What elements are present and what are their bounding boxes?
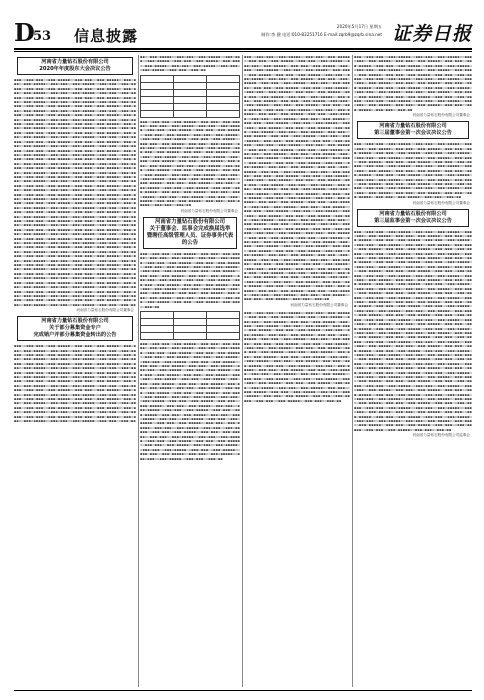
masthead — [14, 18, 472, 48]
column-1 — [14, 55, 136, 687]
heading-line: 关于董事会、监事会完成换届选举 — [149, 225, 231, 232]
signature: 河南省力量钻石股份有限公司董事会 — [412, 113, 470, 118]
section-title: 信息披露 — [74, 27, 139, 45]
heading-line: 河南省力量钻石股份有限公司 — [379, 210, 447, 217]
column-rule — [352, 55, 353, 687]
masthead-rule — [14, 48, 472, 50]
date-line: 2020年5月17日 星期五 — [336, 24, 382, 29]
heading-line: 河南省力量钻石股份有限公司 — [154, 218, 226, 225]
heading-line: 第三届监事会第一次会议决议公告 — [374, 217, 452, 224]
column-2 — [140, 55, 240, 687]
heading-line: 完成销户并部分募集资金转出的公告 — [33, 332, 117, 339]
announcement-heading-4 — [357, 209, 469, 227]
heading-line: 暨聘任高级管理人员、证券事务代表的公告 — [146, 232, 234, 246]
body-text: ▪▪▪▫▫▪▪▪▫▪▪▪▫▫▪▪▪▫▪▪▪▪▪▫▫▪▪▪▫▪▪▪▫▫▪▪▪▫▪▪▪▪▪▫▫▪▪▪▫▪▪▪▫▫▪▪▪▫▪▪▪▪▪▫▫▪▪▪▫▪▪▪▫▫▪▪▪▫▪▪▪▪▪▫▫▪▪▪▫▪▪▪▫▫▪▪▪▫▪▪▪▪▪▫▫▪▪▪▫▪▪▪▫▫▪▪▪▫▪▪▪▪▪▫▫▪▪▪▫▪▪▪▫▫▪▪▪▫▪▪▪▪▪▫▫▪▪▪▫▪▪▪▫▫▪▪▪▫▪▪▪▪▪▫▫▪▪▪▫▪▪▪▫▫▪▪▪▫▪▪▪▪▪▫▫▪▪▪▫▪▪▪▫▫▪▪▪▫▪▪▪▪▪▫▫▪▪▪▫▪▪▪▫▫▪▪▪▫▪▪▪▪▪▫▫▪▪▪▫▪▪▪▫▫▪▪▪▫▪▪▪▪▪▫▫▪▪▪▫▪▪▪▫▫▪▪▪▫▪▪▪▪▪▫▫▪▪▪▫▪▪▪▫▫▪▪▪▫▪▪▪▪▪▫▫▪▪▪▫▪▪▪▫▫▪▪▪▫▪▪▪▪▪▫▫▪▪▪▫▪▪▪▫▫▪▪▪▫▪▪▪▪▪▫▫▪▪▪▫▪▪▪▫▫▪▪▪▫▪▪▪▪▪▫▫▪▪▪▫▪▪▪▫▫▪▪▪▫▪▪▪▪▪▫▫▪▪▪▫▪▪▪▫▫▪▪▪▫▪▪▪▪▪▫▫▪▪▪▫▪▪▪▫▫▪▪▪▫▪▪▪▪▪▫▫▪▪▪▫▪▪▪▫▫▪▪▪▫▪▪▪▪▪▫▫▪▪▪▫▪▪▪▫▫▪▪▪▫▪▪▪▪▪▫▫▪▪▪▫▪▪▪▫▫▪▪▪▫▪▪▪▪▪▫▫▪▪▪▫▪▪▪▫▫▪▪▪▫▪▪▪▪▪▫▫▪▪▪▫▪▪▪▫▫▪▪▪▫▪▪▪▪▪▫▫▪▪▪▫▪▪▪▫▫▪▪▪▫▪▪▪▪▪▫▫▪▪▪▫▪▪▪▫▫▪▪▪▫▪▪▪▪▪▫▫▪▪▪▫▪▪▪▫▫▪▪▪▫▪▪▪▪▪▫▫▪▪▪▫▪▪▪▫▫▪▪▪▫▪▪▪▪▪▫▫▪▪▪▫▪▪▪▫▫▪▪▪▫▪▪▪▪▪▫▫▪▪▪▫▪▪▪▫▫▪▪▪▫▪▪▪▪▪▫▫▪▪▪▫▪▪▪▫▫▪▪▪▫▪▪▪▪▪▫▫▪▪▪▫▪▪▪▫▫▪▪▪▫▪▪▪▪▪▫▫▪▪▪▫▪▪▪▫▫▪▪▪▫▪▪▪▪▪▫▫▪▪▪▫▪▪▪▫▫▪▪▪▫▪▪▪▪▪▫▫▪▪▪▫▪▪▪▫▫▪▪▪▫▪▪▪▪▪▫▫▪▪▪▫▪▪▪▫▫▪▪▪▫▪▪▪▪▪▫▫▪▪▪▫▪▪▪▫▫▪▪▪▫▪▪▪▪▪▫▫▪▪▪▫▪▪▪▫▫▪▪▪▫▪▪▪▪▪▫▫▪▪▪▫▪▪▪▫▫▪▪▪▫▪▪▪▪▪▫▫▪▪▪▫▪▪▪▫▫▪▪▪▫▪▪▪▪▪▫▫▪▪▪▫▪▪▪▫▫▪▪▪▫▪▪▪▪▪▫▫▪▪▪▫▪▪▪▫▫▪▪▪▫▪▪▪▪▪▫▫▪▪▪▫▪▪▪▫▫▪▪▪▫▪▪▪▪▪▫▫▪▪▪▫▪▪▪▫▫▪▪▪▫▪▪▪▪▪▫▫▪▪▪▫▪▪▪▫▫▪▪▪▫▪▪▪▪▪▫▫▪▪▪▫▪▪▪▫▫▪▪▪▫▪▪▪▪▪▫▫▪▪▪▫▪▪▪▫▫▪▪▪▫▪▪▪▪▪▫▫▪▪▪▫▪▪▪▫▫▪▪▪▫▪▪▪▪▪▫▫▪▪▪▫▪▪▪▫▫▪▪▪▫▪▪▪▪▪▫▫▪▪▪▫▪▪▪▫▫▪▪▪▫▪▪▪▪▪▫▫▪▪▪▫▪▪▪▫▫▪▪▪▫▪▪▪▪▪▫▫▪▪▪▫▪▪▪▫▫▪▪▪▫▪▪▪▪▪▫▫▪▪▪▫▪▪▪▫▫▪▪▪▫▪▪▪▪▪▫▫▪▪▪▫▪▪▪▫▫▪▪▪▫▪▪▪▪▪▫▫▪▪▪▫▪▪▪▫▫▪▪▪▫▪▪▪▪▪▫▫▪▪▪▫▪▪▪▫▫▪▪▪▫▪▪▪▪▪▫▫▪▪▪▫▪▪▪▫▫▪▪▪▫▪▪▪▪▪▫▫▪▪▪▫▪▪▪▫▫▪▪▪▫▪▪▪▪▪▫▫▪▪▪▫▪▪▪▫▫▪▪▪▫▪▪▪▪▪▫▫▪▪▪▫▪▪▪▫▫▪▪▪▫▪▪▪▪▪▫▫▪▪▪▫▪▪▪▫▫▪▪▪▫▪▪▪▪▪▫▫▪▪▪▫▪▪▪▫▫▪▪▪▫▪▪▪▪▪▫▫▪▪▪▫▪▪▪▫▫▪▪▪▫▪▪▪▪▪▫▫▪▪▪▫▪▪▪▫▫▪▪▪▫▪▪▪▪▪▫▫▪▪▪▫▪▪▪▫▫▪▪▪▫▪▪▪▪▪▫▫▪▪▪▫▪▪▪▫▫▪▪▪▫▪▪▪▪▪▫▫▪▪▪▫▪▪▪▫▫▪▪▪▫▪▪▪▪▪▫▫▪▪▪▫▪▪▪▫▫▪▪▪▫▪▪▪▪▪▫▫▪▪▪▫▪▪▪▫▫▪▪▪▫▪▪▪▪▪▫▫▪▪▪▫▪▪▪▫▫▪▪▪▫▪▪▪▪▪▫▫▪▪▪▫▪▪▪▫▫▪▪▪▫▪▪▪▪▪▫▫▪▪▪▫▪▪▪▫▫▪▪▪▫▪▪▪▪▪▫▫▪▪▪▫▪▪▪▫▫▪▪▪▫▪▪▪▪▪▫▫▪▪▪▫▪▪▪▫▫▪▪▪▫▪▪▪▪▪▫▫▪▪▪▫▪▪▪▫▫▪▪▪▫▪▪▪▪▪▫▫▪▪▪▫▪▪▪▫▫▪▪▪▫▪▪▪▪▪▫▫▪▪▪▫▪▪▪▫▫▪▪▪▫▪▪▪▪▪▫▫▪▪▪▫▪▪▪▫▫▪▪▪▫▪▪▪▪▪▫▫▪▪▪▫▪▪▪▫▫▪▪▪▫▪▪▪▪▪▫▫▪▪▪▫▪▪▪▫▫▪▪▪▫▪▪▪▪▪▫▫▪▪▪▫▪▪▪▫▫▪▪▪▫▪▪▪▪▪▫▫▪▪▪▫▪▪▪▫▫▪▪▪▫▪▪▪▪▪▫▫▪▪▪▫▪▪▪▫▫▪▪▪▫▪▪▪▪▪▫▫▪▪▪▫▪▪▪▫▫▪▪▪▫▪▪▪▪▪▫▫▪▪▪▫▪▪▪▫▫▪▪▪▫▪▪▪▪▪▫▫▪▪▪▫▪▪▪▫▫▪▪▪▫▪▪▪▪▪▫▫▪▪▪▫▪▪▪▫▫▪▪▪▫▪▪▪▪▪▫▫▪▪▪▫▪▪▪▫▫▪▪▪▫▪▪▪▪▪▫▫▪▪▪▫▪▪▪▫▫▪▪▪▫▪▪▪▪▪▫▫▪▪▪▫▪▪▪▫▫▪▪▪▫▪▪▪▪▪▫▫▪▪▪▫▪▪▪▫▫▪▪▪▫▪▪▪▪▪▫▫▪▪▪▫▪▪▪▫▫▪▪▪▫▪▪▪▪▪▫▫▪▪▪▫▪▪▪▫▫▪▪▪▫▪▪▪▪▪▫▫▪▪▪▫▪▪▪▫▫▪▪▪▫▪▪▪▪▪▫▫▪▪▪▫▪▪▪▫▫▪▪▪▫▪▪▪▪▪▫▫▪▪▪▫▪▪▪▫▫▪▪▪▫▪▪▪▪▪▫▫▪▪▪▫▪▪▪▫▫▪▪▪▫▪▪▪▪▪▫▫▪▪▪▫▪▪▪▫▫▪▪▪▫▪▪▪▪▪▫▫▪▪▪▫▪▪▪▫▫▪▪▪▫▪▪▪▪▪▫▫▪▪▪▫▪▪▪▫▫▪▪▪▫▪▪▪▪▪▫▫▪▪▪▫▪▪▪▫▫▪▪▪▫▪▪▪▪▪▫▫▪▪▪▫▪▪▪▫▫▪▪▪▫▪▪▪▪▪▫▫▪▪▪▫▪▪▪▫▫▪▪▪▫▪▪▪▪▪▫▫▪▪▪▫▪▪▪▫▫▪▪▪▫▪▪▪▪▪▫▫▪▪▪▫▪▪▪▫▫▪▪▪▫▪▪▪▪▪▫▫▪▪▪▫▪▪▪▫▫▪▪▪▫▪▪▪▪▪▫▫▪▪▪▫▪▪▪▫▫▪▪▪▫▪▪▪▪▪▫▫▪▪▪▫▪▪▪▫▫▪▪▪▫▪▪▪▪▪▫▫▪▪▪▫▪▪▪▫▫▪▪▪▫▪▪▪▪▪▫▫▪▪▪▫▪▪▪▫▫▪▪▪▫▪▪▪▪▪▫▫▪▪▪▫▪▪▪▫▫▪▪▪▫▪▪▪▪▪▫▫▪▪▪▫▪▪▪▫▫▪▪▪▫▪▪▪▪▪▫▫▪▪▪▫▪▪▪▫▫▪▪▪▫▪▪▪▪▪▫▫▪▪▪▫▪▪▪▫▫▪▪▪▫▪▪▪▪▪▫▫▪▪▪▫▪▪▪▫▫▪▪▪▫▪▪▪▪▪▫▫▪▪▪▫▪▪▪▫▫▪▪▪▫▪▪▪▪▪▫▫▪▪▪▫▪▪▪▫▫▪▪▪▫▪▪▪▪▪▫▫▪▪▪▫▪▪▪▫▫▪▪▪▫▪▪▪▪▪▫▫▪▪▪▫▪▪▪▫▫▪▪▪▫▪▪▪▪▪▫▫▪▪▪▫▪▪▪▫▫▪▪▪▫▪▪▪▪▪▫▫▪▪▪▫▪▪▪▫▫▪▪▪▫▪▪▪▪▪▫▫▪▪▪▫▪▪▪▫▫▪▪▪▫▪▪▪▪▪▫▫▪▪▪▫▪▪▪▫▫▪▪▪▫▪▪▪▪▪▫▫▪▪▪▫▪▪▪▫▫▪▪▪▫▪▪▪▪▪▫▫▪▪▪▫▪▪▪▫▫▪▪▪▫▪▪▪▪▪▫▫▪▪▪▫▪▪▪▫▫▪▪▪▫▪▪▪▪▪▫▫▪▪▪▫▪▪▪▫▫▪▪▪▫▪▪▪▪▪▫▫▪▪▪▫▪▪▪▫▫▪▪▪▫▪▪▪▪▪▫▫▪▪▪▫▪▪▪▫▫▪▪▪▫▪▪ — [14, 78, 136, 307]
heading-line: 第三届董事会第一次会议决议公告 — [374, 130, 452, 137]
announcement-heading-3 — [357, 121, 469, 139]
announcement-heading-2 — [143, 217, 237, 249]
heading-line: 河南省力量钻石股份有限公司 — [41, 318, 109, 325]
signature: 河南省力量钻石股份有限公司董事会 — [290, 302, 348, 307]
body-text: ▪▪▪▫▫▪▪▪▫▪▪▪▫▫▪▪▪▫▪▪▪▪▪▫▫▪▪▪▫▪▪▪▫▫▪▪▪▫▪▪▪▪▪▫▫▪▪▪▫▪▪▪▫▫▪▪▪▫▪▪▪▪▪▫▫▪▪▪▫▪▪▪▫▫▪▪▪▫▪▪▪▪▪▫▫▪▪▪▫▪▪▪▫▫▪▪▪▫▪▪▪▪▪▫▫▪▪▪▫▪▪▪▫▫▪▪▪▫▪▪▪▪▪▫▫▪▪▪▫▪▪▪▫▫▪▪▪▫▪▪▪▪▪▫▫▪▪▪▫▪▪▪▫▫▪▪▪▫▪▪▪▪▪▫▫▪▪▪▫▪▪▪▫▫▪▪▪▫▪▪▪▪▪▫▫▪▪▪▫▪▪▪▫▫▪▪▪▫▪▪▪▪▪▫▫▪▪▪▫▪▪▪▫▫▪▪▪▫▪▪▪▪▪▫▫▪▪▪▫▪▪▪▫▫▪▪▪▫▪▪▪▪▪▫▫▪▪▪▫▪▪▪▫▫▪▪▪▫▪▪▪▪▪▫▫▪▪▪▫▪▪▪▫▫▪▪▪▫▪▪▪▪▪▫▫▪▪▪▫▪▪▪▫▫▪▪▪▫▪▪▪▪▪▫▫▪▪▪▫▪▪▪▫▫▪▪▪▫▪▪▪▪▪▫▫▪▪▪▫▪▪▪▫▫▪▪▪▫▪▪▪▪▪▫▫▪▪▪▫▪▪▪▫▫▪▪▪▫▪▪▪▪▪▫▫▪▪▪▫▪▪▪▫▫▪▪▪▫▪▪▪▪▪▫▫▪▪▪▫▪▪▪▫▫▪▪▪▫▪▪▪▪▪▫▫▪▪▪▫▪▪▪▫▫▪▪▪▫▪▪▪▪▪▫▫▪▪▪▫▪▪▪▫▫▪▪▪▫▪▪▪▪▪▫▫▪▪▪▫▪▪▪▫▫▪▪▪▫▪▪▪▪▪▫▫▪▪▪▫▪▪▪▫▫▪▪▪▫▪▪▪▪▪▫▫▪▪▪▫▪▪▪▫▫▪▪▪▫▪▪▪▪▪▫▫▪▪▪▫▪▪▪▫▫▪▪▪▫▪▪▪▪▪▫▫▪▪▪▫▪▪▪▫▫▪▪▪▫▪▪▪▪▪▫▫▪▪▪▫▪▪▪▫▫▪▪▪▫▪▪▪▪▪▫▫▪▪▪▫▪▪▪▫▫▪▪▪▫▪▪▪▪▪▫▫▪▪▪▫▪▪▪▫▫▪▪▪▫▪▪▪▪▪▫▫▪▪▪▫▪▪▪▫▫▪▪▪▫▪▪▪▪▪▫▫▪▪▪▫▪▪▪▫▫▪▪▪▫▪▪▪▪▪▫▫▪▪▪▫▪▪▪▫▫▪▪▪▫▪▪▪▪▪▫▫▪▪▪▫▪▪▪▫▫▪▪▪▫▪▪▪▪▪▫▫▪▪▪▫▪▪▪▫▫▪▪▪▫▪▪▪▪▪▫▫▪▪▪▫▪▪▪▫▫▪▪▪▫▪▪▪▪▪▫▫▪▪▪▫▪▪▪▫▫▪▪▪▫▪▪▪▪▪▫▫▪▪▪▫▪▪▪▫▫▪▪▪▫▪▪▪▪▪▫▫▪▪▪▫▪▪▪▫▫▪▪▪▫▪▪▪▪▪▫▫▪▪▪▫▪▪▪▫▫▪▪▪▫▪▪▪▪▪▫▫▪▪▪▫▪▪▪▫▫▪▪▪▫▪▪▪▪▪▫▫▪▪▪▫▪▪▪▫▫▪▪▪▫▪▪▪▪▪▫▫▪▪▪▫▪▪▪▫▫▪▪▪▫▪▪▪▪▪▫▫▪▪▪▫▪▪▪▫▫▪▪▪▫▪▪▪▪▪▫▫▪▪▪▫▪▪▪▫▫▪▪▪▫▪▪▪▪▪▫▫▪▪▪▫▪▪▪▫▫▪▪▪▫▪▪▪▪▪▫▫▪▪▪▫▪▪▪▫▫▪▪▪▫▪▪▪▪▪▫▫▪▪▪▫▪▪▪▫▫▪▪▪▫▪▪▪▪▪▫▫▪▪▪▫▪▪▪▫▫▪▪▪▫▪▪▪▪▪▫▫▪▪▪▫▪▪▪▫▫▪▪▪▫▪▪▪▪▪▫▫▪▪▪▫▪▪▪▫▫▪▪▪▫▪▪▪▪▪▫▫▪▪▪▫▪▪▪▫▫▪▪▪▫▪▪▪▪▪▫▫▪▪▪▫▪▪▪▫▫▪▪▪▫▪▪▪▪▪▫▫▪▪▪▫▪▪▪▫▫▪▪▪▫▪▪▪▪▪▫▫▪▪▪▫▪▪▪▫▫▪▪▪▫▪▪ — [140, 342, 240, 461]
masthead-rule-thin — [14, 51, 472, 52]
heading-line: 河南省力量钻石股份有限公司 — [41, 59, 109, 65]
body-text: ▪▪▫▫▪▪▪▫▪▪▪▪▪▫▫▪▪▪▫▪▪▪▫▫▪▪▪▫▪▪▪▪▪▫▫▪▪▪▫▪▪▪▫▫▪▪▪▫▪▪▪▪▪▫▫▪▪▪▫▪▪▪▫▫▪▪▪▫▪▪▪▪▪▫▫▪▪▪▫▪▪▪▫▫▪▪▪▫▪▪▪▪▪▫▫▪▪▪▫▪▪▪▫▫▪▪▪▫▪▪▪▪▪▫▫▪▪▪▫▪▪▪▫▫▪▪▪▫▪▪▪▪▪▫▫▪▪▪▫▪▪▪▫▫▪▪▪▫▪▪ — [140, 55, 240, 73]
data-table — [140, 311, 240, 340]
body-text: ▪▪▪▫▫▪▪▪▫▪▪▪▫▫▪▪▪▫▪▪▪▪▪▫▫▪▪▪▫▪▪▪▫▫▪▪▪▫▪▪▪▪▪▫▫▪▪▪▫▪▪▪▫▫▪▪▪▫▪▪▪▪▪▫▫▪▪▪▫▪▪▪▫▫▪▪▪▫▪▪▪▪▪▫▫▪▪▪▫▪▪▪▫▫▪▪▪▫▪▪▪▪▪▫▫▪▪▪▫▪▪▪▫▫▪▪▪▫▪▪▪▪▪▫▫▪▪▪▫▪▪▪▫▫▪▪▪▫▪▪▪▪▪▫▫▪▪▪▫▪▪▪▫▫▪▪▪▫▪▪▪▪▪▫▫▪▪▪▫▪▪▪▫▫▪▪▪▫▪▪▪▪▪▫▫▪▪▪▫▪▪▪▫▫▪▪▪▫▪▪▪▪▪▫▫▪▪▪▫▪▪▪▫▫▪▪▪▫▪▪▪▪▪▫▫▪▪▪▫▪▪▪▫▫▪▪▪▫▪▪▪▪▪▫▫▪▪▪▫▪▪▪▫▫▪▪▪▫▪▪▪▪▪▫▫▪▪▪▫▪▪▪▫▫▪▪▪▫▪▪▪▪▪▫▫▪▪▪▫▪▪▪▫▫▪▪▪▫▪▪▪▪▪▫▫▪▪▪▫▪▪▪▫▫▪▪▪▫▪▪▪▪▪▫▫▪▪▪▫▪▪▪▫▫▪▪▪▫▪▪▪▪▪▫▫▪▪▪▫▪▪▪▫▫▪▪▪▫▪▪▪▪▪▫▫▪▪▪▫▪▪▪▫▫▪▪▪▫▪▪▪▪▪▫▫▪▪▪▫▪▪▪▫▫▪▪▪▫▪▪▪▪▪▫▫▪▪▪▫▪▪▪▫▫▪▪▪▫▪▪▪▪▪▫▫▪▪▪▫▪▪▪▫▫▪▪▪▫▪▪▪▪▪▫▫▪▪▪▫▪▪▪▫▫▪▪▪▫▪▪▪▪▪▫▫▪▪▪▫▪▪▪▫▫▪▪▪▫▪▪▪▪▪▫▫▪▪▪▫▪▪▪▫▫▪▪▪▫▪▪▪▪▪▫▫▪▪▪▫▪▪▪▫▫▪▪▪▫▪▪▪▪▪▫▫▪▪▪▫▪▪▪▫▫▪▪▪▫▪▪▪▪▪▫▫▪▪▪▫▪▪▪▫▫▪▪▪▫▪▪▪▪▪▫▫▪▪▪▫▪▪▪▫▫▪▪▪▫▪▪▪▪▪▫▫▪▪▪▫▪▪▪▫▫▪▪▪▫▪▪▪▪▪▫▫▪▪▪▫▪▪▪▫▫▪▪▪▫▪▪▪▪▪▫▫▪▪▪▫▪▪▪▫▫▪▪▪▫▪▪▪▪▪▫▫▪▪▪▫▪▪▪▫▫▪▪▪▫▪▪▪▪▪▫▫▪▪▪▫▪▪▪▫▫▪▪▪▫▪▪▪▪▪▫▫▪▪▪▫▪▪▪▫▫▪▪▪▫▪▪▪▪▪▫▫▪▪▪▫▪▪▪▫▫▪▪▪▫▪▪▪▪▪▫▫▪▪▪▫▪▪▪▫▫▪▪▪▫▪▪▪▪▪▫▫▪▪▪▫▪▪▪▫▫▪▪▪▫▪▪▪▪▪▫▫▪▪▪▫▪▪▪▫▫▪▪▪▫▪▪▪▪▪▫▫▪▪▪▫▪▪▪▫▫▪▪▪▫▪▪▪▪▪▫▫▪▪▪▫▪▪▪▫▫▪▪▪▫▪▪▪▪▪▫▫▪▪▪▫▪▪▪▫▫▪▪▪▫▪▪▪▪▪▫▫▪▪▪▫▪▪▪▫▫▪▪▪▫▪▪▪▪▪▫▫▪▪▪▫▪▪▪▫▫▪▪▪▫▪▪▪▪▪▫▫▪▪▪▫▪▪▪▫▫▪▪▪▫▪▪▪▪▪▫▫▪▪▪▫▪▪▪▫▫▪▪▪▫▪▪▪▪▪▫▫▪▪▪▫▪▪▪▫▫▪▪▪▫▪▪▪▪▪▫▫▪▪▪▫▪▪▪▫▫▪▪▪▫▪▪▪▪▪▫▫▪▪▪▫▪▪▪▫▫▪▪▪▫▪▪▪▪▪▫▫▪▪▪▫▪▪▪▫▫▪▪▪▫▪▪▪▪▪▫▫▪▪▪▫▪▪▪▫▫▪▪▪▫▪▪▪▪▪▫▫▪▪▪▫▪▪▪▫▫▪▪▪▫▪▪▪▪▪▫▫▪▪▪▫▪▪▪▫▫▪▪▪▫▪▪▪▪▪▫▫▪▪▪▫▪▪▪▫▫▪▪▪▫▪▪▪▪▪▫▫▪▪▪▫▪▪▪▫▫▪▪▪▫▪▪▪▪▪▫▫▪▪▪▫▪▪▪▫▫▪▪▪▫▪▪▪▪▪▫▫▪▪▪▫▪▪▪▫▫▪▪▪▫▪▪▪▪▪▫▫▪▪▪▫▪▪▪▫▫▪▪▪▫▪▪▪▪▪▫▫▪▪▪▫▪▪▪▫▫▪▪▪▫▪▪▪▪▪▫▫▪▪▪▫▪▪▪▫▫▪▪▪▫▪▪▪▪▪▫▫▪▪▪▫▪▪▪▫▫▪▪▪▫▪▪▪▪▪▫▫▪▪▪▫▪▪▪▫▫▪▪▪▫▪▪▪▪▪▫▫▪▪▪▫▪▪▪▫▫▪▪▪▫▪▪▪▪▪▫▫▪▪▪▫▪▪▪▫▫▪▪▪▫▪▪▪▪▪▫▫▪▪▪▫▪▪▪▫▫▪▪▪▫▪▪▪▪▪▫▫▪▪▪▫▪▪▪▫▫▪▪▪▫▪▪▪▪▪▫▫▪▪▪▫▪▪▪▫▫▪▪▪▫▪▪▪▪▪▫▫▪▪▪▫▪▪▪▫▫▪▪▪▫▪▪▪▪▪▫▫▪▪▪▫▪▪▪▫▫▪▪▪▫▪▪▪▪▪▫▫▪▪▪▫▪▪▪▫▫▪▪▪▫▪▪▪▪▪▫▫▪▪▪▫▪▪▪▫▫▪▪▪▫▪▪▪▪▪▫▫▪▪▪▫▪▪▪▫▫▪▪▪▫▪▪▪▪▪▫▫▪▪▪▫▪▪▪▫▫▪▪▪▫▪▪▪▪▪▫▫▪▪▪▫▪▪▪▫▫▪▪▪▫▪▪▪▪▪▫▫▪▪▪▫▪▪▪▫▫▪▪▪▫▪▪▪▪▪▫▫▪▪▪▫▪▪▪▫▫▪▪▪▫▪▪▪▪▪▫▫▪▪▪▫▪▪▪▫▫▪▪▪▫▪▪▪▪▪▫▫▪▪▪▫▪▪▪▫▫▪▪▪▫▪▪▪▪▪▫▫▪▪▪▫▪▪▪▫▫▪▪▪▫▪▪▪▪▪▫▫▪▪▪▫▪▪▪▫▫▪▪▪▫▪▪▪▪▪▫▫▪▪▪▫▪▪▪▫▫▪▪▪▫▪▪▪▪▪▫▫▪▪▪▫▪▪▪▫▫▪▪▪▫▪▪▪▪▪▫▫▪▪▪▫▪▪▪▫▫▪▪▪▫▪▪▪▪▪▫▫▪▪▪▫▪▪▪▫▫▪▪▪▫▪▪▪▪▪▫▫▪▪▪▫▪▪▪▫▫▪▪▪▫▪▪▪▪▪▫▫▪▪▪▫▪▪▪▫▫▪▪▪▫▪▪▪▪▪▫▫▪▪▪▫▪▪▪▫▫▪▪▪▫▪▪▪▪▪▫▫▪▪▪▫▪▪▪▫▫▪▪▪▫▪▪▪▪▪▫▫▪▪▪▫▪▪▪▫▫▪▪▪▫▪▪▪▪▪▫▫▪▪▪▫▪▪▪▫▫▪▪▪▫▪▪▪▪▪▫▫▪▪▪▫▪▪▪▫▫▪▪▪▫▪▪▪▪▪▫▫▪▪▪▫▪▪▪▫▫▪▪▪▫▪▪▪▪▪▫▫▪▪▪▫▪▪▪▫▫▪▪▪▫▪▪▪▪▪▫▫▪▪▪▫▪▪▪▫▫▪▪▪▫▪▪▪▪▪▫▫▪▪▪▫▪▪▪▫▫▪▪▪▫▪▪▪▪▪▫▫▪▪▪▫▪▪▪▫▫▪▪▪▫▪▪▪▪▪▫▫▪▪▪▫▪▪▪▫▫▪▪▪▫▪▪▪▪▪▫▫▪▪▪▫▪▪▪▫▫▪▪▪▫▪▪▪▪▪▫▫▪▪▪▫▪▪▪▫▫▪▪▪▫▪▪▪▪▪▫▫▪▪▪▫▪▪▪▫▫▪▪▪▫▪▪▪▪▪▫▫▪▪▪▫▪▪▪▫▫▪▪▪▫▪▪▪▪▪▫▫▪▪▪▫▪▪▪▫▫▪▪▪▫▪▪▪▪▪▫▫▪▪▪▫▪▪▪▫▫▪▪▪▫▪▪▪▪▪▫▫▪▪▪▫▪▪▪▫▫▪▪▪▫▪▪▪▪▪▫▫▪▪▪▫▪▪▪▫▫▪▪▪▫▪▪▪▪▪▫▫▪▪▪▫▪▪▪▫▫▪▪▪▫▪▪▪▪▪▫▫▪▪▪▫▪▪▪▫▫▪▪▪▫▪▪▪▪▪▫▫▪▪▪▫▪▪▪▫▫▪▪▪▫▪▪▪▪▪▫▫▪▪▪▫▪▪▪▫▫▪▪▪▫▪▪▪▪▪▫▫▪▪▪▫▪▪▪▫▫▪▪▪▫▪▪ — [354, 229, 472, 432]
body-text: ▪▪▪▫▫▪▪▪▫▪▪▪▫▫▪▪▪▫▪▪▪▪▪▫▫▪▪▪▫▪▪▪▫▫▪▪▪▫▪▪▪▪▪▫▫▪▪▪▫▪▪▪▫▫▪▪▪▫▪▪▪▪▪▫▫▪▪▪▫▪▪▪▫▫▪▪▪▫▪▪▪▪▪▫▫▪▪▪▫▪▪▪▫▫▪▪▪▫▪▪▪▪▪▫▫▪▪▪▫▪▪▪▫▫▪▪▪▫▪▪▪▪▪▫▫▪▪▪▫▪▪▪▫▫▪▪▪▫▪▪▪▪▪▫▫▪▪▪▫▪▪▪▫▫▪▪▪▫▪▪▪▪▪▫▫▪▪▪▫▪▪▪▫▫▪▪▪▫▪▪▪▪▪▫▫▪▪▪▫▪▪▪▫▫▪▪▪▫▪▪▪▪▪▫▫▪▪▪▫▪▪▪▫▫▪▪▪▫▪▪▪▪▪▫▫▪▪▪▫▪▪▪▫▫▪▪▪▫▪▪▪▪▪▫▫▪▪▪▫▪▪▪▫▫▪▪▪▫▪▪▪▪▪▫▫▪▪▪▫▪▪▪▫▫▪▪▪▫▪▪▪▪▪▫▫▪▪▪▫▪▪▪▫▫▪▪▪▫▪▪▪▪▪▫▫▪▪▪▫▪▪▪▫▫▪▪▪▫▪▪▪▪▪▫▫▪▪▪▫▪▪▪▫▫▪▪▪▫▪▪▪▪▪▫▫▪▪▪▫▪▪▪▫▫▪▪▪▫▪▪▪▪▪▫▫▪▪▪▫▪▪▪▫▫▪▪▪▫▪▪▪▪▪▫▫▪▪▪▫▪▪▪▫▫▪▪▪▫▪▪▪▪▪▫▫▪▪▪▫▪▪▪▫▫▪▪▪▫▪▪▪▪▪▫▫▪▪▪▫▪▪▪▫▫▪▪▪▫▪▪▪▪▪▫▫▪▪▪▫▪▪▪▫▫▪▪▪▫▪▪▪▪▪▫▫▪▪▪▫▪▪▪▫▫▪▪▪▫▪▪▪▪▪▫▫▪▪▪▫▪▪▪▫▫▪▪▪▫▪▪▪▪▪▫▫▪▪▪▫▪▪▪▫▫▪▪▪▫▪▪▪▪▪▫▫▪▪▪▫▪▪▪▫▫▪▪▪▫▪▪▪▪▪▫▫▪▪▪▫▪▪▪▫▫▪▪▪▫▪▪▪▪▪▫▫▪▪▪▫▪▪▪▫▫▪▪▪▫▪▪▪▪▪▫▫▪▪▪▫▪▪▪▫▫▪▪▪▫▪▪▪▪▪▫▫▪▪▪▫▪▪▪▫▫▪▪▪▫▪▪▪▪▪▫▫▪▪▪▫▪▪▪▫▫▪▪▪▫▪▪▪▪▪▫▫▪▪▪▫▪▪▪▫▫▪▪▪▫▪▪▪▪▪▫▫▪▪▪▫▪▪▪▫▫▪▪▪▫▪▪▪▪▪▫▫▪▪▪▫▪▪▪▫▫▪▪▪▫▪▪▪▪▪▫▫▪▪▪▫▪▪▪▫▫▪▪▪▫▪▪▪▪▪▫▫▪▪▪▫▪▪▪▫▫▪▪▪▫▪▪▪▪▪▫▫▪▪▪▫▪▪▪▫▫▪▪▪▫▪▪▪▪▪▫▫▪▪▪▫▪▪▪▫▫▪▪▪▫▪▪▪▪▪▫▫▪▪▪▫▪▪▪▫▫▪▪▪▫▪▪▪▪▪▫▫▪▪▪▫▪▪▪▫▫▪▪▪▫▪▪▪▪▪▫▫▪▪▪▫▪▪▪▫▫▪▪▪▫▪▪▪▪▪▫▫▪▪▪▫▪▪▪▫▫▪▪▪▫▪▪▪▪▪▫▫▪▪▪▫▪▪▪▫▫▪▪▪▫▪▪▪▪▪▫▫▪▪▪▫▪▪▪▫▫▪▪▪▫▪▪ — [244, 310, 350, 403]
column-4 — [354, 55, 472, 687]
body-text: ▪▪▪▫▫▪▪▪▫▪▪▪▫▫▪▪▪▫▪▪▪▪▪▫▫▪▪▪▫▪▪▪▫▫▪▪▪▫▪▪▪▪▪▫▫▪▪▪▫▪▪▪▫▫▪▪▪▫▪▪▪▪▪▫▫▪▪▪▫▪▪▪▫▫▪▪▪▫▪▪▪▪▪▫▫▪▪▪▫▪▪▪▫▫▪▪▪▫▪▪▪▪▪▫▫▪▪▪▫▪▪▪▫▫▪▪▪▫▪▪▪▪▪▫▫▪▪▪▫▪▪▪▫▫▪▪▪▫▪▪▪▪▪▫▫▪▪▪▫▪▪▪▫▫▪▪▪▫▪▪▪▪▪▫▫▪▪▪▫▪▪▪▫▫▪▪▪▫▪▪▪▪▪▫▫▪▪▪▫▪▪▪▫▫▪▪▪▫▪▪▪▪▪▫▫▪▪▪▫▪▪▪▫▫▪▪▪▫▪▪▪▪▪▫▫▪▪▪▫▪▪▪▫▫▪▪▪▫▪▪▪▪▪▫▫▪▪▪▫▪▪▪▫▫▪▪▪▫▪▪▪▪▪▫▫▪▪▪▫▪▪▪▫▫▪▪▪▫▪▪▪▪▪▫▫▪▪▪▫▪▪▪▫▫▪▪▪▫▪▪▪▪▪▫▫▪▪▪▫▪▪▪▫▫▪▪▪▫▪▪▪▪▪▫▫▪▪▪▫▪▪▪▫▫▪▪▪▫▪▪▪▪▪▫▫▪▪▪▫▪▪▪▫▫▪▪▪▫▪▪▪▪▪▫▫▪▪▪▫▪▪▪▫▫▪▪▪▫▪▪▪▪▪▫▫▪▪▪▫▪▪▪▫▫▪▪▪▫▪▪▪▪▪▫▫▪▪▪▫▪▪▪▫▫▪▪▪▫▪▪▪▪▪▫▫▪▪▪▫▪▪▪▫▫▪▪▪▫▪▪▪▪▪▫▫▪▪▪▫▪▪▪▫▫▪▪▪▫▪▪▪▪▪▫▫▪▪▪▫▪▪▪▫▫▪▪▪▫▪▪▪▪▪▫▫▪▪▪▫▪▪▪▫▫▪▪▪▫▪▪▪▪▪▫▫▪▪▪▫▪▪▪▫▫▪▪▪▫▪▪▪▪▪▫▫▪▪▪▫▪▪▪▫▫▪▪▪▫▪▪▪▪▪▫▫▪▪▪▫▪▪▪▫▫▪▪▪▫▪▪▪▪▪▫▫▪▪▪▫▪▪▪▫▫▪▪▪▫▪▪▪▪▪▫▫▪▪▪▫▪▪▪▫▫▪▪▪▫▪▪▪▪▪▫▫▪▪▪▫▪▪▪▫▫▪▪▪▫▪▪▪▪▪▫▫▪▪▪▫▪▪▪▫▫▪▪▪▫▪▪▪▪▪▫▫▪▪▪▫▪▪▪▫▫▪▪▪▫▪▪▪▪▪▫▫▪▪▪▫▪▪▪▫▫▪▪▪▫▪▪▪▪▪▫▫▪▪▪▫▪▪▪▫▫▪▪▪▫▪▪▪▪▪▫▫▪▪▪▫▪▪▪▫▫▪▪▪▫▪▪▪▪▪▫▫▪▪▪▫▪▪▪▫▫▪▪▪▫▪▪▪▪▪▫▫▪▪▪▫▪▪▪▫▫▪▪▪▫▪▪▪▪▪▫▫▪▪▪▫▪▪▪▫▫▪▪▪▫▪▪▪▪▪▫▫▪▪▪▫▪▪▪▫▫▪▪▪▫▪▪▪▪▪▫▫▪▪▪▫▪▪▪▫▫▪▪▪▫▪▪▪▪▪▫▫▪▪▪▫▪▪▪▫▫▪▪▪▫▪▪▪▪▪▫▫▪▪▪▫▪▪▪▫▫▪▪▪▫▪▪▪▪▪▫▫▪▪▪▫▪▪▪▫▫▪▪▪▫▪▪▪▪▪▫▫▪▪▪▫▪▪▪▫▫▪▪▪▫▪▪▪▪▪▫▫▪▪▪▫▪▪▪▫▫▪▪▪▫▪▪▪▪▪▫▫▪▪▪▫▪▪▪▫▫▪▪▪▫▪▪▪▪▪▫▫▪▪▪▫▪▪▪▫▫▪▪▪▫▪▪▪▪▪▫▫▪▪▪▫▪▪▪▫▫▪▪▪▫▪▪▪▪▪▫▫▪▪▪▫▪▪▪▫▫▪▪▪▫▪▪▪▪▪▫▫▪▪▪▫▪▪▪▫▫▪▪▪▫▪▪▪▪▪▫▫▪▪▪▫▪▪▪▫▫▪▪▪▫▪▪▪▪▪▫▫▪▪▪▫▪▪▪▫▫▪▪▪▫▪▪▪▪▪▫▫▪▪▪▫▪▪▪▫▫▪▪▪▫▪▪▪▪▪▫▫▪▪▪▫▪▪▪▫▫▪▪▪▫▪▪▪▪▪▫▫▪▪▪▫▪▪▪▫▫▪▪▪▫▪▪▪▪▪▫▫▪▪▪▫▪▪▪▫▫▪▪▪▫▪▪▪▪▪▫▫▪▪▪▫▪▪▪▫▫▪▪▪▫▪▪▪▪▪▫▫▪▪▪▫▪▪▪▫▫▪▪▪▫▪▪▪▪▪▫▫▪▪▪▫▪▪▪▫▫▪▪▪▫▪▪▪▪▪▫▫▪▪▪▫▪▪▪▫▫▪▪▪▫▪▪▪▪▪▫▫▪▪▪▫▪▪▪▫▫▪▪▪▫▪▪▪▪▪▫▫▪▪▪▫▪▪▪▫▫▪▪▪▫▪▪▪▪▪▫▫▪▪▪▫▪▪▪▫▫▪▪▪▫▪▪▪▪▪▫▫▪▪▪▫▪▪▪▫▫▪▪▪▫▪▪▪▪▪▫▫▪▪▪▫▪▪▪▫▫▪▪▪▫▪▪▪▪▪▫▫▪▪▪▫▪▪▪▫▫▪▪▪▫▪▪▪▪▪▫▫▪▪▪▫▪▪▪▫▫▪▪▪▫▪▪▪▪▪▫▫▪▪▪▫▪▪▪▫▫▪▪▪▫▪▪▪▪▪▫▫▪▪▪▫▪▪▪▫▫▪▪▪▫▪▪▪▪▪▫▫▪▪▪▫▪▪▪▫▫▪▪▪▫▪▪▪▪▪▫▫▪▪▪▫▪▪▪▫▫▪▪▪▫▪▪▪▪▪▫▫▪▪▪▫▪▪▪▫▫▪▪▪▫▪▪▪▪▪▫▫▪▪▪▫▪▪▪▫▫▪▪▪▫▪▪▪▪▪▫▫▪▪▪▫▪▪▪▫▫▪▪▪▫▪▪▪▪▪▫▫▪▪▪▫▪▪▪▫▫▪▪▪▫▪▪▪▪▪▫▫▪▪▪▫▪▪▪▫▫▪▪▪▫▪▪▪▪▪▫▫▪▪▪▫▪▪▪▫▫▪▪▪▫▪▪▪▪▪▫▫▪▪▪▫▪▪▪▫▫▪▪▪▫▪▪▪▪▪▫▫▪▪▪▫▪▪▪▫▫▪▪▪▫▪▪▪▪▪▫▫▪▪▪▫▪▪▪▫▫▪▪▪▫▪▪▪▪▪▫▫▪▪▪▫▪▪▪▫▫▪▪▪▫▪▪▪▪▪▫▫▪▪▪▫▪▪▪▫▫▪▪▪▫▪▪▪▪▪▫▫▪▪▪▫▪▪▪▫▫▪▪▪▫▪▪▪▪▪▫▫▪▪▪▫▪▪▪▫▫▪▪▪▫▪▪▪▪▪▫▫▪▪▪▫▪▪▪▫▫▪▪▪▫▪▪▪▪▪▫▫▪▪▪▫▪▪▪▫▫▪▪▪▫▪▪▪▪▪▫▫▪▪▪▫▪▪▪▫▫▪▪▪▫▪▪▪▪▪▫▫▪▪▪▫▪▪▪▫▫▪▪▪▫▪▪▪▪▪▫▫▪▪▪▫▪▪▪▫▫▪▪▪▫▪▪▪▪▪▫▫▪▪▪▫▪▪▪▫▫▪▪▪▫▪▪▪▪▪▫▫▪▪▪▫▪▪▪▫▫▪▪▪▫▪▪▪▪▪▫▫▪▪▪▫▪▪▪▫▫▪▪▪▫▪▪▪▪▪▫▫▪▪▪▫▪▪▪▫▫▪▪▪▫▪▪▪▪▪▫▫▪▪▪▫▪▪▪▫▫▪▪▪▫▪▪▪▪▪▫▫▪▪▪▫▪▪▪▫▫▪▪▪▫▪▪▪▪▪▫▫▪▪▪▫▪▪▪▫▫▪▪▪▫▪▪▪▪▪▫▫▪▪▪▫▪▪▪▫▫▪▪▪▫▪▪▪▪▪▫▫▪▪▪▫▪▪▪▫▫▪▪▪▫▪▪▪▪▪▫▫▪▪▪▫▪▪▪▫▫▪▪▪▫▪▪▪▪▪▫▫▪▪▪▫▪▪▪▫▫▪▪▪▫▪▪▪▪▪▫▫▪▪▪▫▪▪▪▫▫▪▪▪▫▪▪▪▪▪▫▫▪▪▪▫▪▪▪▫▫▪▪▪▫▪▪▪▪▪▫▫▪▪▪▫▪▪▪▫▫▪▪▪▫▪▪▪▪▪▫▫▪▪▪▫▪▪▪▫▫▪▪▪▫▪▪▪▪▪▫▫▪▪▪▫▪▪▪▫▫▪▪▪▫▪▪▪▪▪▫▫▪▪▪▫▪▪▪▫▫▪▪▪▫▪▪▪▪▪▫▫▪▪▪▫▪▪▪▫▫▪▪▪▫▪▪▪▪▪▫▫▪▪▪▫▪▪▪▫▫▪▪▪▫▪▪▪▪▪▫▫▪▪▪▫▪▪▪▫▫▪▪▪▫▪▪▪▪▪▫▫▪▪▪▫▪▪▪▫▫▪▪▪▫▪▪▪▪▪▫▫▪▪▪▫▪▪▪▫▫▪▪▪▫▪▪▪▪▪▫▫▪▪▪▫▪▪▪▫▫▪▪▪▫▪▪▪▪▪▫▫▪▪▪▫▪▪▪▫▫▪▪▪▫▪▪▪▪▪▫▫▪▪▪▫▪▪▪▫▫▪▪▪▫▪▪▪▪▪▫▫▪▪▪▫▪▪▪▫▫▪▪▪▫▪▪▪▪▪▫▫▪▪▪▫▪▪▪▫▫▪▪▪▫▪▪▪▪▪▫▫▪▪▪▫▪▪▪▫▫▪▪▪▫▪▪▪▪▪▫▫▪▪▪▫▪▪▪▫▫▪▪▪▫▪▪▪▪▪▫▫▪▪▪▫▪▪▪▫▫▪▪▪▫▪▪ — [244, 55, 350, 302]
column-rule — [138, 55, 139, 687]
body-text: ▪▪▪▫▫▪▪▪▫▪▪▪▫▫▪▪▪▫▪▪▪▪▪▫▫▪▪▪▫▪▪▪▫▫▪▪▪▫▪▪▪▪▪▫▫▪▪▪▫▪▪▪▫▫▪▪▪▫▪▪▪▪▪▫▫▪▪▪▫▪▪▪▫▫▪▪▪▫▪▪▪▪▪▫▫▪▪▪▫▪▪▪▫▫▪▪▪▫▪▪▪▪▪▫▫▪▪▪▫▪▪▪▫▫▪▪▪▫▪▪▪▪▪▫▫▪▪▪▫▪▪▪▫▫▪▪▪▫▪▪▪▪▪▫▫▪▪▪▫▪▪▪▫▫▪▪▪▫▪▪▪▪▪▫▫▪▪▪▫▪▪▪▫▫▪▪▪▫▪▪▪▪▪▫▫▪▪▪▫▪▪▪▫▫▪▪▪▫▪▪▪▪▪▫▫▪▪▪▫▪▪▪▫▫▪▪▪▫▪▪▪▪▪▫▫▪▪▪▫▪▪▪▫▫▪▪▪▫▪▪▪▪▪▫▫▪▪▪▫▪▪▪▫▫▪▪▪▫▪▪▪▪▪▫▫▪▪▪▫▪▪▪▫▫▪▪▪▫▪▪▪▪▪▫▫▪▪▪▫▪▪▪▫▫▪▪▪▫▪▪▪▪▪▫▫▪▪▪▫▪▪▪▫▫▪▪▪▫▪▪▪▪▪▫▫▪▪▪▫▪▪▪▫▫▪▪▪▫▪▪▪▪▪▫▫▪▪▪▫▪▪▪▫▫▪▪▪▫▪▪▪▪▪▫▫▪▪▪▫▪▪▪▫▫▪▪▪▫▪▪▪▪▪▫▫▪▪▪▫▪▪▪▫▫▪▪▪▫▪▪▪▪▪▫▫▪▪▪▫▪▪▪▫▫▪▪▪▫▪▪▪▪▪▫▫▪▪▪▫▪▪▪▫▫▪▪▪▫▪▪▪▪▪▫▫▪▪▪▫▪▪▪▫▫▪▪▪▫▪▪▪▪▪▫▫▪▪▪▫▪▪▪▫▫▪▪▪▫▪▪▪▪▪▫▫▪▪▪▫▪▪▪▫▫▪▪▪▫▪▪▪▪▪▫▫▪▪▪▫▪▪▪▫▫▪▪▪▫▪▪▪▪▪▫▫▪▪▪▫▪▪▪▫▫▪▪▪▫▪▪▪▪▪▫▫▪▪▪▫▪▪▪▫▫▪▪▪▫▪▪▪▪▪▫▫▪▪▪▫▪▪▪▫▫▪▪▪▫▪▪▪▪▪▫▫▪▪▪▫▪▪▪▫▫▪▪▪▫▪▪ — [354, 55, 472, 112]
page-letter: D — [14, 18, 34, 47]
column-3 — [244, 55, 350, 687]
announcement-heading-5 — [17, 316, 133, 341]
signature: 河南省力量钻石股份有限公司董事会 — [76, 308, 134, 313]
announcement-heading-1 — [17, 57, 133, 75]
body-text: ▪▪▪▫▫▪▪▪▫▪▪▪▫▫▪▪▪▫▪▪▪▪▪▫▫▪▪▪▫▪▪▪▫▫▪▪▪▫▪▪▪▪▪▫▫▪▪▪▫▪▪▪▫▫▪▪▪▫▪▪▪▪▪▫▫▪▪▪▫▪▪▪▫▫▪▪▪▫▪▪▪▪▪▫▫▪▪▪▫▪▪▪▫▫▪▪▪▫▪▪▪▪▪▫▫▪▪▪▫▪▪▪▫▫▪▪▪▫▪▪▪▪▪▫▫▪▪▪▫▪▪▪▫▫▪▪▪▫▪▪▪▪▪▫▫▪▪▪▫▪▪▪▫▫▪▪▪▫▪▪▪▪▪▫▫▪▪▪▫▪▪▪▫▫▪▪▪▫▪▪▪▪▪▫▫▪▪▪▫▪▪▪▫▫▪▪▪▫▪▪▪▪▪▫▫▪▪▪▫▪▪▪▫▫▪▪▪▫▪▪▪▪▪▫▫▪▪▪▫▪▪▪▫▫▪▪▪▫▪▪▪▪▪▫▫▪▪▪▫▪▪▪▫▫▪▪▪▫▪▪▪▪▪▫▫▪▪▪▫▪▪▪▫▫▪▪▪▫▪▪▪▪▪▫▫▪▪▪▫▪▪▪▫▫▪▪▪▫▪▪▪▪▪▫▫▪▪▪▫▪▪▪▫▫▪▪▪▫▪▪▪▪▪▫▫▪▪▪▫▪▪▪▫▫▪▪▪▫▪▪▪▪▪▫▫▪▪▪▫▪▪▪▫▫▪▪▪▫▪▪▪▪▪▫▫▪▪▪▫▪▪▪▫▫▪▪▪▫▪▪▪▪▪▫▫▪▪▪▫▪▪▪▫▫▪▪▪▫▪▪▪▪▪▫▫▪▪▪▫▪▪▪▫▫▪▪▪▫▪▪▪▪▪▫▫▪▪▪▫▪▪▪▫▫▪▪▪▫▪▪▪▪▪▫▫▪▪▪▫▪▪▪▫▫▪▪▪▫▪▪▪▪▪▫▫▪▪▪▫▪▪▪▫▫▪▪▪▫▪▪▪▪▪▫▫▪▪▪▫▪▪▪▫▫▪▪▪▫▪▪▪▪▪▫▫▪▪▪▫▪▪▪▫▫▪▪▪▫▪▪▪▪▪▫▫▪▪▪▫▪▪▪▫▫▪▪▪▫▪▪▪▪▪▫▫▪▪▪▫▪▪▪▫▫▪▪▪▫▪▪▪▪▪▫▫▪▪▪▫▪▪▪▫▫▪▪▪▫▪▪▪▪▪▫▫▪▪▪▫▪▪▪▫▫▪▪▪▫▪▪▪▪▪▫▫▪▪▪▫▪▪▪▫▫▪▪▪▫▪▪▪▪▪▫▫▪▪▪▫▪▪▪▫▫▪▪▪▫▪▪▪▪▪▫▫▪▪▪▫▪▪▪▫▫▪▪▪▫▪▪▪▪▪▫▫▪▪▪▫▪▪▪▫▫▪▪▪▫▪▪▪▪▪▫▫▪▪▪▫▪▪▪▫▫▪▪▪▫▪▪▪▪▪▫▫▪▪▪▫▪▪▪▫▫▪▪▪▫▪▪▪▪▪▫▫▪▪▪▫▪▪▪▫▫▪▪▪▫▪▪▪▪▪▫▫▪▪▪▫▪▪▪▫▫▪▪▪▫▪▪▪▪▪▫▫▪▪▪▫▪▪▪▫▫▪▪▪▫▪▪▪▪▪▫▫▪▪▪▫▪▪▪▫▫▪▪▪▫▪▪ — [140, 119, 240, 208]
heading-line: 关于部分募集资金专户 — [49, 325, 101, 332]
heading-line: 河南省力量钻石股份有限公司 — [379, 123, 447, 130]
bottom-rule — [14, 690, 472, 691]
signature: 河南省力量钻石股份有限公司董事会 — [180, 208, 238, 213]
signature: 河南省力量钻石股份有限公司监事会 — [412, 433, 470, 438]
body-text: ▪▪▪▫▫▪▪▪▫▪▪▪▫▫▪▪▪▫▪▪▪▪▪▫▫▪▪▪▫▪▪▪▫▫▪▪▪▫▪▪▪▪▪▫▫▪▪▪▫▪▪▪▫▫▪▪▪▫▪▪▪▪▪▫▫▪▪▪▫▪▪▪▫▫▪▪▪▫▪▪▪▪▪▫▫▪▪▪▫▪▪▪▫▫▪▪▪▫▪▪▪▪▪▫▫▪▪▪▫▪▪▪▫▫▪▪▪▫▪▪▪▪▪▫▫▪▪▪▫▪▪▪▫▫▪▪▪▫▪▪▪▪▪▫▫▪▪▪▫▪▪▪▫▫▪▪▪▫▪▪▪▪▪▫▫▪▪▪▫▪▪▪▫▫▪▪▪▫▪▪▪▪▪▫▫▪▪▪▫▪▪▪▫▫▪▪▪▫▪▪▪▪▪▫▫▪▪▪▫▪▪▪▫▫▪▪▪▫▪▪▪▪▪▫▫▪▪▪▫▪▪▪▫▫▪▪▪▫▪▪▪▪▪▫▫▪▪▪▫▪▪▪▫▫▪▪▪▫▪▪▪▪▪▫▫▪▪▪▫▪▪▪▫▫▪▪▪▫▪▪▪▪▪▫▫▪▪▪▫▪▪▪▫▫▪▪▪▫▪▪▪▪▪▫▫▪▪▪▫▪▪▪▫▫▪▪▪▫▪▪▪▪▪▫▫▪▪▪▫▪▪▪▫▫▪▪▪▫▪▪▪▪▪▫▫▪▪▪▫▪▪▪▫▫▪▪▪▫▪▪▪▪▪▫▫▪▪▪▫▪▪▪▫▫▪▪▪▫▪▪▪▪▪▫▫▪▪▪▫▪▪▪▫▫▪▪▪▫▪▪▪▪▪▫▫▪▪▪▫▪▪▪▫▫▪▪▪▫▪▪▪▪▪▫▫▪▪▪▫▪▪▪▫▫▪▪▪▫▪▪▪▪▪▫▫▪▪▪▫▪▪▪▫▫▪▪▪▫▪▪▪▪▪▫▫▪▪▪▫▪▪▪▫▫▪▪▪▫▪▪▪▪▪▫▫▪▪▪▫▪▪▪▫▫▪▪▪▫▪▪ — [140, 251, 240, 309]
newspaper-logo: 证券日报 — [391, 23, 472, 45]
page-number: 53 — [33, 29, 52, 44]
body-text: ▪▪▪▫▫▪▪▪▫▪▪▪▫▫▪▪▪▫▪▪▪▪▪▫▫▪▪▪▫▪▪▪▫▫▪▪▪▫▪▪▪▪▪▫▫▪▪▪▫▪▪▪▫▫▪▪▪▫▪▪▪▪▪▫▫▪▪▪▫▪▪▪▫▫▪▪▪▫▪▪▪▪▪▫▫▪▪▪▫▪▪▪▫▫▪▪▪▫▪▪▪▪▪▫▫▪▪▪▫▪▪▪▫▫▪▪▪▫▪▪▪▪▪▫▫▪▪▪▫▪▪▪▫▫▪▪▪▫▪▪▪▪▪▫▫▪▪▪▫▪▪▪▫▫▪▪▪▫▪▪▪▪▪▫▫▪▪▪▫▪▪▪▫▫▪▪▪▫▪▪▪▪▪▫▫▪▪▪▫▪▪▪▫▫▪▪▪▫▪▪▪▪▪▫▫▪▪▪▫▪▪▪▫▫▪▪▪▫▪▪▪▪▪▫▫▪▪▪▫▪▪▪▫▫▪▪▪▫▪▪▪▪▪▫▫▪▪▪▫▪▪▪▫▫▪▪▪▫▪▪▪▪▪▫▫▪▪▪▫▪▪▪▫▫▪▪▪▫▪▪▪▪▪▫▫▪▪▪▫▪▪▪▫▫▪▪▪▫▪▪▪▪▪▫▫▪▪▪▫▪▪▪▫▫▪▪▪▫▪▪▪▪▪▫▫▪▪▪▫▪▪▪▫▫▪▪▪▫▪▪▪▪▪▫▫▪▪▪▫▪▪▪▫▫▪▪▪▫▪▪▪▪▪▫▫▪▪▪▫▪▪▪▫▫▪▪▪▫▪▪▪▪▪▫▫▪▪▪▫▪▪▪▫▫▪▪▪▫▪▪▪▪▪▫▫▪▪▪▫▪▪▪▫▫▪▪▪▫▪▪▪▪▪▫▫▪▪▪▫▪▪▪▫▫▪▪▪▫▪▪▪▪▪▫▫▪▪▪▫▪▪▪▫▫▪▪▪▫▪▪▪▪▪▫▫▪▪▪▫▪▪▪▫▫▪▪▪▫▪▪▪▪▪▫▫▪▪▪▫▪▪▪▫▫▪▪▪▫▪▪▪▪▪▫▫▪▪▪▫▪▪▪▫▫▪▪▪▫▪▪▪▪▪▫▫▪▪▪▫▪▪▪▫▫▪▪▪▫▪▪▪▪▪▫▫▪▪▪▫▪▪▪▫▫▪▪▪▫▪▪▪▪▪▫▫▪▪▪▫▪▪▪▫▫▪▪▪▫▪▪▪▪▪▫▫▪▪▪▫▪▪▪▫▫▪▪▪▫▪▪▪▪▪▫▫▪▪▪▫▪▪▪▫▫▪▪▪▫▪▪▪▪▪▫▫▪▪▪▫▪▪▪▫▫▪▪▪▫▪▪▪▪▪▫▫▪▪▪▫▪▪▪▫▫▪▪▪▫▪▪▪▪▪▫▫▪▪▪▫▪▪▪▫▫▪▪▪▫▪▪▪▪▪▫▫▪▪▪▫▪▪▪▫▫▪▪▪▫▪▪▪▪▪▫▫▪▪▪▫▪▪▪▫▫▪▪▪▫▪▪▪▪▪▫▫▪▪▪▫▪▪▪▫▫▪▪▪▫▪▪▪▪▪▫▫▪▪▪▫▪▪▪▫▫▪▪▪▫▪▪▪▪▪▫▫▪▪▪▫▪▪▪▫▫▪▪▪▫▪▪▪▪▪▫▫▪▪▪▫▪▪▪▫▫▪▪▪▫▪▪▪▪▪▫▫▪▪▪▫▪▪▪▫▫▪▪▪▫▪▪▪▪▪▫▫▪▪▪▫▪▪▪▫▫▪▪▪▫▪▪▪▪▪▫▫▪▪▪▫▪▪▪▫▫▪▪▪▫▪▪▪▪▪▫▫▪▪▪▫▪▪▪▫▫▪▪▪▫▪▪▪▪▪▫▫▪▪▪▫▪▪▪▫▫▪▪▪▫▪▪ — [14, 344, 136, 424]
signature: 河南省力量钻石股份有限公司董事会 — [412, 200, 470, 205]
data-table — [140, 75, 240, 118]
heading-line: 2020年年度股东大会决议公告 — [39, 66, 111, 72]
column-rule — [242, 55, 243, 687]
contact-line: 制作:李 健 电话:010-83251716 E-mail:zqrb9@zqrb.sina.net — [261, 32, 382, 37]
body-text: ▪▪▪▫▫▪▪▪▫▪▪▪▫▫▪▪▪▫▪▪▪▪▪▫▫▪▪▪▫▪▪▪▫▫▪▪▪▫▪▪▪▪▪▫▫▪▪▪▫▪▪▪▫▫▪▪▪▫▪▪▪▪▪▫▫▪▪▪▫▪▪▪▫▫▪▪▪▫▪▪▪▪▪▫▫▪▪▪▫▪▪▪▫▫▪▪▪▫▪▪▪▪▪▫▫▪▪▪▫▪▪▪▫▫▪▪▪▫▪▪▪▪▪▫▫▪▪▪▫▪▪▪▫▫▪▪▪▫▪▪▪▪▪▫▫▪▪▪▫▪▪▪▫▫▪▪▪▫▪▪▪▪▪▫▫▪▪▪▫▪▪▪▫▫▪▪▪▫▪▪▪▪▪▫▫▪▪▪▫▪▪▪▫▫▪▪▪▫▪▪▪▪▪▫▫▪▪▪▫▪▪▪▫▫▪▪▪▫▪▪▪▪▪▫▫▪▪▪▫▪▪▪▫▫▪▪▪▫▪▪▪▪▪▫▫▪▪▪▫▪▪▪▫▫▪▪▪▫▪▪▪▪▪▫▫▪▪▪▫▪▪▪▫▫▪▪▪▫▪▪▪▪▪▫▫▪▪▪▫▪▪▪▫▫▪▪▪▫▪▪▪▪▪▫▫▪▪▪▫▪▪▪▫▫▪▪▪▫▪▪▪▪▪▫▫▪▪▪▫▪▪▪▫▫▪▪▪▫▪▪▪▪▪▫▫▪▪▪▫▪▪▪▫▫▪▪▪▫▪▪▪▪▪▫▫▪▪▪▫▪▪▪▫▫▪▪▪▫▪▪▪▪▪▫▫▪▪▪▫▪▪▪▫▫▪▪▪▫▪▪▪▪▪▫▫▪▪▪▫▪▪▪▫▫▪▪▪▫▪▪▪▪▪▫▫▪▪▪▫▪▪▪▫▫▪▪▪▫▪▪▪▪▪▫▫▪▪▪▫▪▪▪▫▫▪▪▪▫▪▪▪▪▪▫▫▪▪▪▫▪▪▪▫▫▪▪▪▫▪▪▪▪▪▫▫▪▪▪▫▪▪▪▫▫▪▪▪▫▪▪▪▪▪▫▫▪▪▪▫▪▪▪▫▫▪▪▪▫▪▪▪▪▪▫▫▪▪▪▫▪▪▪▫▫▪▪▪▫▪▪▪▪▪▫▫▪▪▪▫▪▪▪▫▫▪▪▪▫▪▪▪▪▪▫▫▪▪▪▫▪▪▪▫▫▪▪▪▫▪▪▪▪▪▫▫▪▪▪▫▪▪▪▫▫▪▪▪▫▪▪▪▪▪▫▫▪▪▪▫▪▪▪▫▫▪▪▪▫▪▪ — [354, 142, 472, 200]
